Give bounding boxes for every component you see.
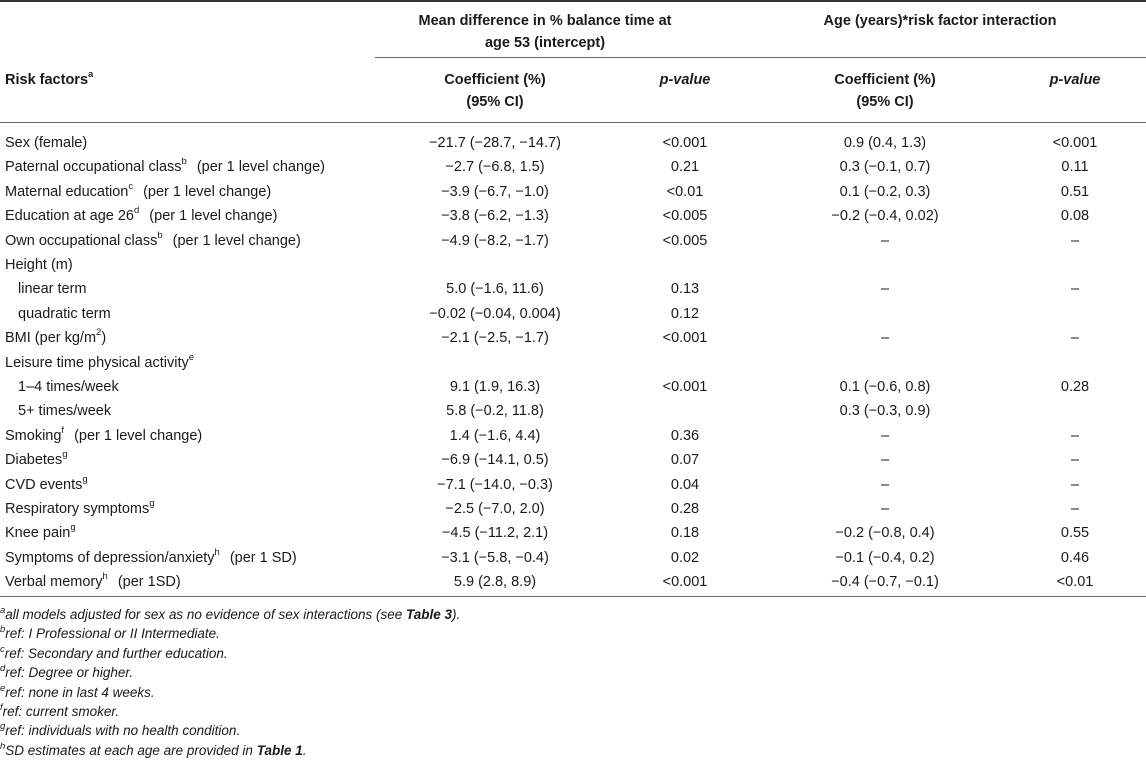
- cell-coef2: –: [880, 233, 890, 249]
- cell-pval1: <0.01: [666, 184, 704, 200]
- cell-pval2: 0.55: [1060, 525, 1090, 541]
- cell-pval1: <0.005: [662, 208, 708, 224]
- header-pval2: p-value: [1049, 72, 1101, 88]
- cell-coef2: 0.9 (0.4, 1.3): [843, 135, 927, 151]
- cell-coef1: −6.9 (−14.1, 0.5): [441, 452, 549, 468]
- footnote-text: ref: current smoker.: [2, 704, 120, 719]
- cell-pval1: 0.02: [670, 550, 700, 566]
- footnote: [0, 625, 220, 642]
- footnote-text: ref: none in last 4 weeks.: [5, 685, 155, 700]
- cell-coef2: −0.2 (−0.8, 0.4): [835, 525, 935, 541]
- header-coef1: [405, 69, 585, 113]
- cell-pval2: 0.11: [1061, 159, 1089, 175]
- footnote-sup: h: [0, 740, 6, 752]
- cell-coef2: −0.4 (−0.7, −0.1): [831, 574, 939, 590]
- row-label-note: (per 1 level change): [149, 208, 278, 224]
- row-label-sup: g: [82, 474, 88, 486]
- footnote-sup: b: [0, 623, 6, 635]
- table-row-label: [18, 305, 111, 323]
- footnote: [0, 664, 133, 681]
- cell-pval1: 0.28: [670, 501, 700, 517]
- table-row-label: [5, 451, 68, 469]
- row-label-sup: g: [62, 449, 68, 461]
- row-label-text: 5+ times/week: [18, 403, 112, 419]
- cell-pval1: 0.18: [670, 525, 700, 541]
- table-row-label: [5, 354, 194, 372]
- row-label-sup: e: [188, 352, 195, 364]
- cell-coef1: −2.5 (−7.0, 2.0): [445, 501, 545, 517]
- cell-pval2: <0.001: [1052, 135, 1098, 151]
- row-label-sup: b: [181, 156, 187, 168]
- row-label-text: Respiratory symptoms: [5, 501, 150, 517]
- header-coef1-line2: (95% CI): [466, 94, 524, 110]
- cell-pval1: <0.001: [662, 135, 708, 151]
- cell-pval1: 0.12: [670, 306, 700, 322]
- cell-coef1: 9.1 (1.9, 16.3): [449, 379, 541, 395]
- cell-pval2: 0.08: [1060, 208, 1090, 224]
- cell-coef1: −2.7 (−6.8, 1.5): [445, 159, 545, 175]
- row-label-sup: h: [214, 547, 220, 559]
- cell-pval2: –: [1070, 501, 1080, 517]
- header-group1-line1: Mean difference in % balance time at: [418, 13, 672, 29]
- cell-coef1: −0.02 (−0.04, 0.004): [429, 306, 561, 322]
- header-coef2-line1: Coefficient (%): [834, 72, 936, 88]
- row-label-text: quadratic term: [18, 306, 111, 322]
- header-coef1-line1: Coefficient (%): [444, 72, 546, 88]
- header-pval1: p-value: [659, 72, 711, 88]
- footnote: [0, 606, 460, 623]
- row-label-text: 1–4 times/week: [18, 379, 119, 395]
- table-row-label: [5, 573, 181, 591]
- row-label-tail: ): [101, 330, 107, 346]
- footnote-text: SD estimates at each age are provided in: [5, 743, 257, 758]
- table-row-label: [5, 500, 155, 518]
- group-rule: [375, 57, 1146, 58]
- cell-coef2: 0.3 (−0.3, 0.9): [839, 403, 931, 419]
- row-label-sup: f: [61, 425, 65, 437]
- table-row-label: [18, 280, 87, 298]
- row-label-note: (per 1SD): [117, 574, 181, 590]
- footnote: [0, 742, 307, 759]
- footnote-tail: .: [302, 743, 307, 758]
- footnote: [0, 722, 240, 739]
- cell-coef2: 0.3 (−0.1, 0.7): [839, 159, 931, 175]
- cell-pval1: <0.001: [662, 574, 708, 590]
- cell-coef1: 5.0 (−1.6, 11.6): [446, 281, 544, 297]
- header-group1: [385, 10, 705, 54]
- row-label-text: Leisure time physical activity: [5, 355, 189, 371]
- cell-pval2: –: [1070, 428, 1080, 444]
- row-label-note: (per 1 level change): [196, 159, 325, 175]
- row-label-note: (per 1 level change): [172, 233, 301, 249]
- footnote-sup: e: [0, 682, 6, 694]
- table-row-label: [5, 549, 297, 567]
- cell-pval2: <0.01: [1056, 574, 1094, 590]
- row-label-text: Smoking: [5, 428, 62, 444]
- cell-pval2: –: [1070, 281, 1080, 297]
- table-row-label: [5, 158, 325, 176]
- cell-coef2: –: [880, 428, 890, 444]
- table-row-label: [5, 232, 301, 250]
- row-label-text: linear term: [18, 281, 87, 297]
- table-row-label: [5, 427, 202, 445]
- table-row-label: [5, 329, 106, 347]
- row-label-text: Symptoms of depression/anxiety: [5, 550, 215, 566]
- cell-pval1: 0.04: [670, 477, 700, 493]
- footnote-sup: c: [0, 643, 5, 655]
- cell-coef2: –: [880, 452, 890, 468]
- footnote-sup: a: [0, 604, 6, 616]
- cell-coef2: −0.1 (−0.4, 0.2): [835, 550, 935, 566]
- cell-pval1: <0.001: [662, 330, 708, 346]
- row-label-text: Sex (female): [5, 135, 88, 151]
- row-label-sup: g: [149, 498, 155, 510]
- cell-coef1: −21.7 (−28.7, −14.7): [429, 135, 561, 151]
- footnote: [0, 703, 119, 720]
- cell-pval1: <0.005: [662, 233, 708, 249]
- header-group2: Age (years)*risk factor interaction: [823, 13, 1057, 29]
- row-label-text: CVD events: [5, 477, 83, 493]
- cell-coef1: −3.8 (−6.2, −1.3): [441, 208, 549, 224]
- cell-pval2: –: [1070, 233, 1080, 249]
- cell-coef2: –: [880, 281, 890, 297]
- cell-pval1: 0.07: [670, 452, 700, 468]
- bottom-rule: [0, 596, 1146, 597]
- top-rule: [0, 0, 1146, 2]
- table-row-label: [18, 402, 111, 420]
- footnote-text: ref: Degree or higher.: [5, 665, 134, 680]
- header-coef2-line2: (95% CI): [856, 94, 914, 110]
- footnote-text: ref: I Professional or II Intermediate.: [5, 626, 220, 641]
- footnote-table-ref: Table 1: [256, 743, 303, 758]
- header-risk-factors-sup: a: [88, 69, 94, 81]
- cell-coef1: 5.9 (2.8, 8.9): [453, 574, 537, 590]
- header-group1-line2: age 53 (intercept): [484, 35, 606, 51]
- table-row-label: [5, 134, 87, 152]
- row-label-text: Paternal occupational class: [5, 159, 182, 175]
- row-label-text: BMI (per kg/m: [5, 330, 97, 346]
- cell-coef2: –: [880, 501, 890, 517]
- row-label-text: Education at age 26: [5, 208, 134, 224]
- footnote: [0, 684, 155, 701]
- row-label-sup: 2: [96, 327, 102, 339]
- cell-coef2: –: [880, 330, 890, 346]
- cell-coef1: −3.1 (−5.8, −0.4): [441, 550, 549, 566]
- table-row-label: [5, 476, 88, 494]
- cell-coef1: 1.4 (−1.6, 4.4): [449, 428, 541, 444]
- table-row-label: [18, 378, 119, 396]
- row-label-sup: h: [102, 571, 108, 583]
- row-label-sup: c: [128, 181, 134, 193]
- footnote-text: all models adjusted for sex as no evidence of sex interactions (see: [5, 607, 407, 622]
- cell-coef1: −7.1 (−14.0, −0.3): [437, 477, 553, 493]
- cell-pval1: <0.001: [662, 379, 708, 395]
- footnote-sup: d: [0, 662, 6, 674]
- row-label-note: (per 1 level change): [143, 184, 272, 200]
- cell-coef1: −2.1 (−2.5, −1.7): [441, 330, 549, 346]
- header-risk-factors: [5, 69, 93, 91]
- cell-pval2: 0.28: [1060, 379, 1090, 395]
- row-label-text: Own occupational class: [5, 233, 158, 249]
- footnote: [0, 645, 228, 662]
- cell-pval2: 0.51: [1060, 184, 1090, 200]
- cell-pval2: –: [1070, 452, 1080, 468]
- cell-pval2: –: [1070, 477, 1080, 493]
- row-label-note: (per 1 level change): [74, 428, 203, 444]
- footnote-tail: ).: [452, 607, 461, 622]
- header-coef2: [795, 69, 975, 113]
- cell-coef1: 5.8 (−0.2, 11.8): [446, 403, 544, 419]
- cell-pval1: 0.36: [670, 428, 700, 444]
- header-rule: [0, 122, 1146, 123]
- row-label-text: Diabetes: [5, 452, 63, 468]
- cell-coef2: 0.1 (−0.6, 0.8): [839, 379, 931, 395]
- footnote-text: ref: individuals with no health condition.: [5, 723, 241, 738]
- table-row-label: [5, 183, 271, 201]
- cell-pval2: 0.46: [1060, 550, 1090, 566]
- cell-pval1: 0.13: [670, 281, 700, 297]
- row-label-text: Knee pain: [5, 525, 71, 541]
- cell-coef1: −3.9 (−6.7, −1.0): [441, 184, 549, 200]
- cell-coef2: 0.1 (−0.2, 0.3): [839, 184, 931, 200]
- row-label-text: Maternal education: [5, 184, 129, 200]
- table-row-label: [5, 256, 73, 274]
- cell-pval1: 0.21: [670, 159, 700, 175]
- row-label-sup: b: [157, 230, 163, 242]
- cell-coef1: −4.9 (−8.2, −1.7): [441, 233, 549, 249]
- footnote-table-ref: Table 3: [406, 607, 453, 622]
- footnote-sup: f: [0, 701, 3, 713]
- header-risk-factors-label: Risk factors: [5, 72, 89, 88]
- row-label-sup: g: [70, 522, 76, 534]
- row-label-text: Verbal memory: [5, 574, 103, 590]
- cell-coef1: −4.5 (−11.2, 2.1): [441, 525, 549, 541]
- table-row-label: [5, 207, 277, 225]
- footnote-text: ref: Secondary and further education.: [4, 646, 228, 661]
- cell-pval2: –: [1070, 330, 1080, 346]
- footnote-sup: g: [0, 720, 6, 732]
- table-row-label: [5, 524, 76, 542]
- cell-coef2: –: [880, 477, 890, 493]
- row-label-text: Height (m): [5, 257, 73, 273]
- row-label-sup: d: [134, 205, 140, 217]
- row-label-note: (per 1 SD): [229, 550, 297, 566]
- cell-coef2: −0.2 (−0.4, 0.02): [831, 208, 939, 224]
